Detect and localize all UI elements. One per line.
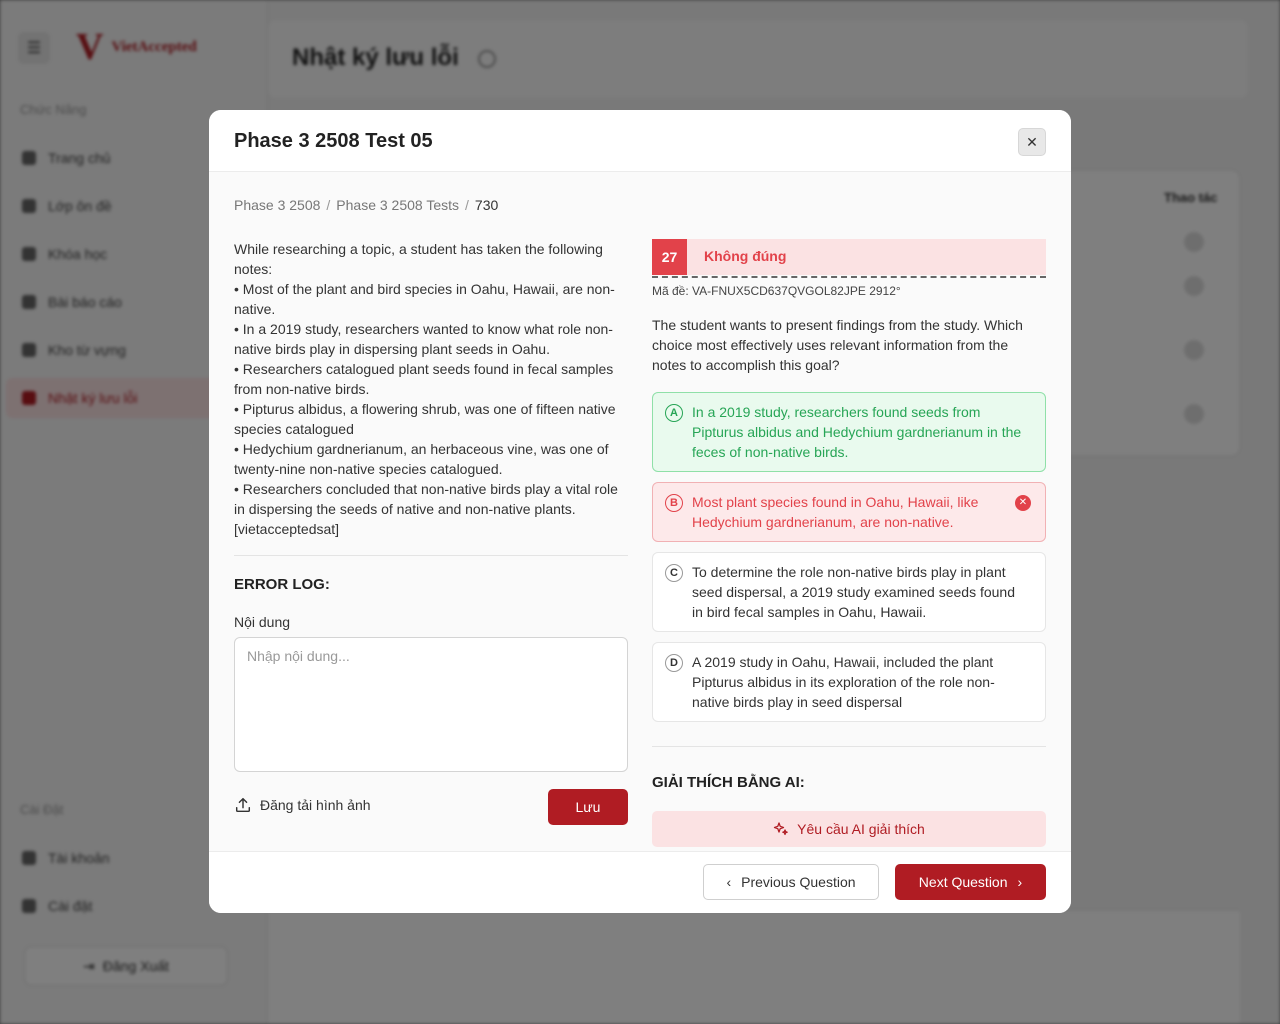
divider [652, 746, 1046, 747]
breadcrumb [234, 197, 498, 213]
answer-option-a[interactable] [652, 392, 1046, 472]
passage-line: • Hedychium gardnerianum, an herbaceous vine, was one of twenty-nine non-native species catalogued. [234, 441, 609, 477]
error-log-title: ERROR LOG: [234, 576, 330, 593]
passage-line: • Researchers catalogued plant seeds found in fecal samples from non-native birds. [234, 361, 614, 397]
passage-line: • Researchers concluded that non-native birds play a vital role in dispersing the seeds of native and non-native plants. [vietacceptedsat] [234, 481, 618, 537]
question-number: 27 [652, 239, 687, 275]
breadcrumb-item[interactable]: Phase 3 2508 Tests [336, 197, 460, 213]
wrong-x-icon: ✕ [1015, 495, 1031, 511]
passage-line: • In a 2019 study, researchers wanted to know what role non-native birds play in dispersing plant seeds in Oahu. [234, 321, 613, 357]
status-badge: Không đúng [704, 248, 787, 264]
answer-option-d[interactable] [652, 642, 1046, 722]
chevron-left-icon: ‹ [726, 874, 732, 890]
upload-image-button[interactable] [234, 796, 371, 814]
question-code: Mã đề: VA-FNUX5CD637QVGOL82JPE 2912° [652, 284, 901, 298]
option-letter: A [665, 404, 683, 422]
modal-footer [209, 851, 1071, 913]
next-question-label: Next Question [918, 874, 1008, 890]
breadcrumb-separator: / [326, 197, 331, 213]
sparkle-icon [773, 821, 789, 837]
passage-line: • Pipturus albidus, a flowering shrub, was one of fifteen native species catalogued [234, 401, 616, 437]
close-button[interactable] [1018, 128, 1046, 156]
passage [234, 239, 630, 539]
close-icon: ✕ [1026, 133, 1038, 150]
answer-option-b[interactable] [652, 482, 1046, 542]
question-text: The student wants to present findings from the study. Which choice most effectively uses relevant information from the notes to accomplish this goal? [652, 317, 1023, 373]
ai-explanation-title: GIẢI THÍCH BẰNG AI: [652, 774, 805, 791]
ai-explain-label: Yêu cầu AI giải thích [797, 821, 925, 837]
option-letter: C [665, 564, 683, 582]
next-question-button[interactable] [895, 864, 1046, 900]
ai-explain-button[interactable] [652, 811, 1046, 847]
modal-title: Phase 3 2508 Test 05 [234, 130, 433, 152]
option-text: Most plant species found in Oahu, Hawaii, like Hedychium gardnerianum, are non-native. [692, 494, 979, 530]
chevron-right-icon: › [1017, 874, 1023, 890]
content-label: Nội dung [234, 614, 291, 630]
breadcrumb-item[interactable]: Phase 3 2508 [234, 197, 321, 213]
divider [234, 555, 628, 556]
previous-question-button[interactable] [703, 864, 879, 900]
option-letter: B [665, 494, 683, 512]
breadcrumb-separator: / [465, 197, 469, 213]
save-button[interactable]: Lưu [548, 789, 628, 825]
content-textarea[interactable] [234, 637, 628, 772]
modal-header [209, 110, 1071, 172]
upload-icon [234, 796, 252, 814]
option-letter: D [665, 654, 683, 672]
passage-line: • Most of the plant and bird species in Oahu, Hawaii, are non-native. [234, 281, 615, 317]
question-modal [209, 110, 1071, 913]
previous-question-label: Previous Question [741, 874, 856, 890]
dashed-divider [652, 276, 1046, 278]
question-status-bar [652, 239, 1046, 275]
answer-option-c[interactable] [652, 552, 1046, 632]
option-text: A 2019 study in Oahu, Hawaii, included the plant Pipturus albidus in its exploration of the role non-native birds play in seed dispersal [692, 654, 995, 710]
upload-label: Đăng tải hình ảnh [260, 797, 371, 813]
breadcrumb-current: 730 [474, 197, 499, 213]
option-text: In a 2019 study, researchers found seeds from Pipturus albidus and Hedychium gardnerianum in the feces of non-native birds. [692, 404, 1022, 460]
passage-line: While researching a topic, a student has taken the following notes: [234, 241, 603, 277]
option-text: To determine the role non-native birds play in plant seed dispersal, a 2019 study examined seeds found in bird fecal samples in Oahu, Hawaii. [692, 564, 1015, 620]
